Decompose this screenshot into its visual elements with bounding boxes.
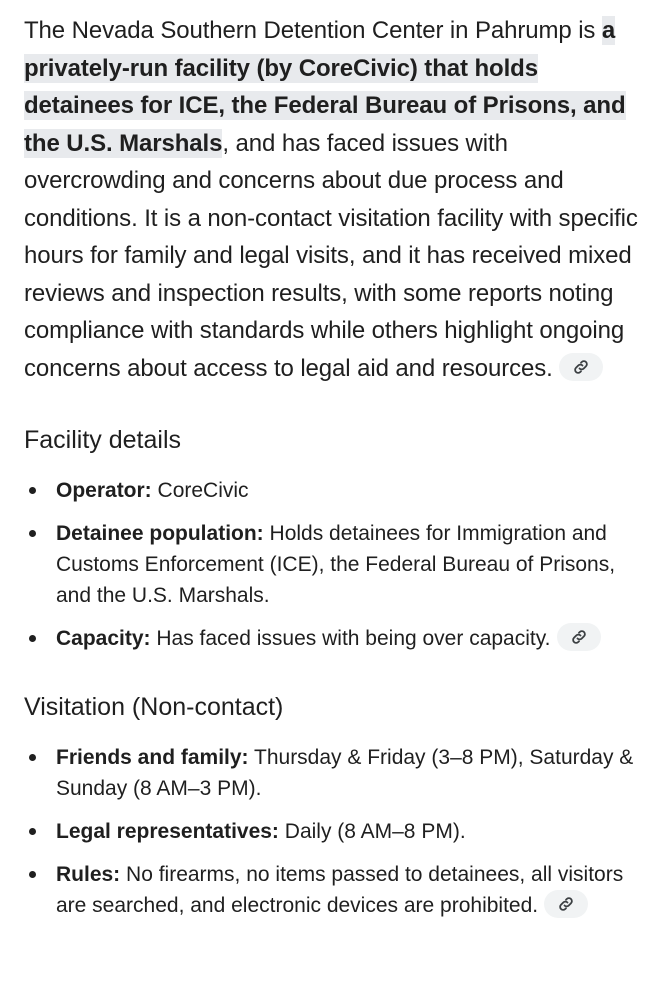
item-label: Detainee population: <box>56 522 264 545</box>
item-label: Capacity: <box>56 627 151 650</box>
item-label: Rules: <box>56 863 121 886</box>
list-item <box>24 816 644 847</box>
item-text: Daily (8 AM–8 PM). <box>278 820 466 843</box>
link-icon <box>557 895 575 913</box>
facility-heading: Facility details <box>24 426 181 454</box>
intro-text-before: The Nevada Southern Detention Center in Pahrump is <box>24 17 602 44</box>
intro-text-after: , and has faced issues with overcrowding and concerns about due process and conditions. It is a non-contact visitation facility with specific hours for family and legal visits, and it has received mixed reviews and inspection results, with some reports noting compliance with standards while others highlight ongoing concerns about access to legal aid and resources. <box>24 129 638 382</box>
list-item <box>24 742 644 804</box>
link-icon <box>572 358 590 376</box>
item-label: Legal representatives: <box>56 820 279 843</box>
source-link-chip[interactable] <box>557 623 601 651</box>
intro-paragraph <box>24 12 644 387</box>
source-link-chip[interactable] <box>559 353 603 381</box>
visitation-heading: Visitation (Non-contact) <box>24 693 284 721</box>
list-item <box>24 623 644 654</box>
item-label: Operator: <box>56 479 152 502</box>
facility-list <box>24 475 644 654</box>
visitation-list <box>24 742 644 921</box>
link-icon <box>570 628 588 646</box>
item-text: No firearms, no items passed to detainees, all visitors are searched, and electronic devices are prohibited. <box>56 863 624 917</box>
intro-highlight: a privately-run facility (by CoreCivic) that holds detainees for ICE, the Federal Bureau of Prisons, and the U.S. Marshals <box>24 17 626 157</box>
list-item <box>24 518 644 611</box>
source-link-chip[interactable] <box>544 890 588 918</box>
item-text: Holds detainees for Immigration and Customs Enforcement (ICE), the Federal Bureau of Prisons, and the U.S. Marshals. <box>56 522 616 607</box>
item-label: Friends and family: <box>56 746 249 769</box>
item-text: Has faced issues with being over capacity. <box>150 627 551 650</box>
item-text: CoreCivic <box>151 479 249 502</box>
list-item <box>24 859 644 921</box>
item-text: Thursday & Friday (3–8 PM), Saturday & Sunday (8 AM–3 PM). <box>56 746 634 800</box>
list-item <box>24 475 644 506</box>
